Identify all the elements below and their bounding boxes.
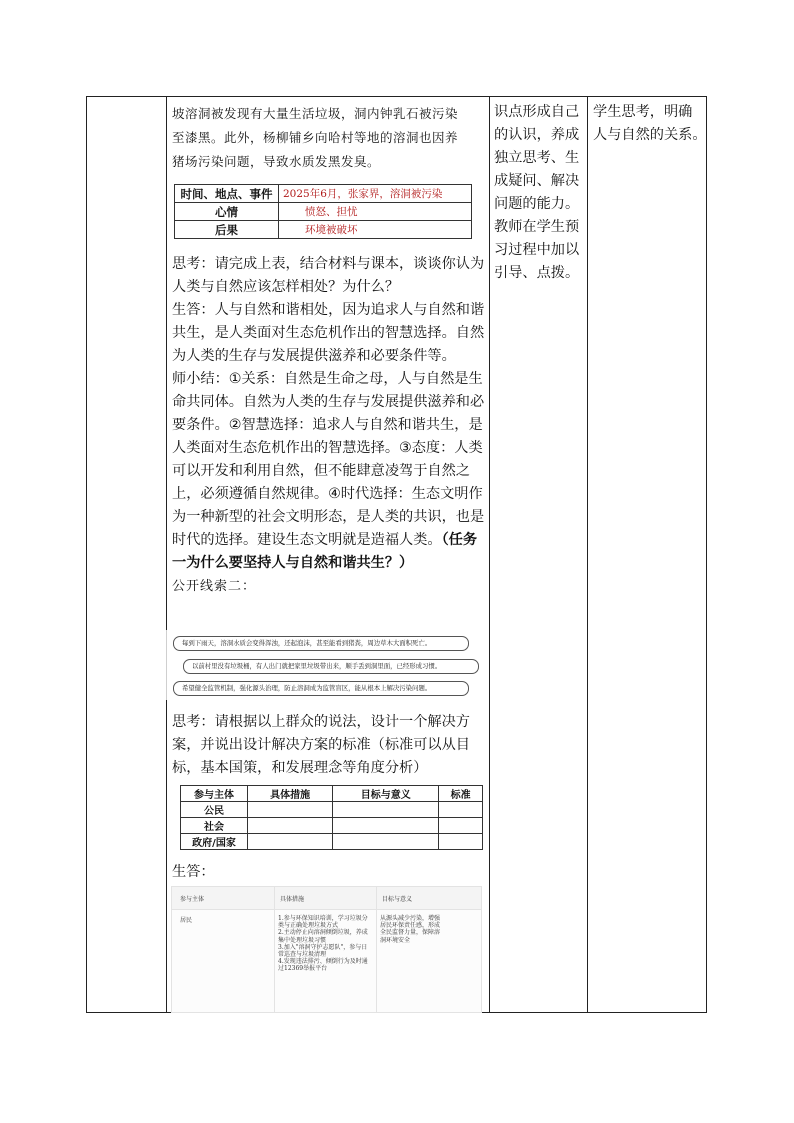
answer-box-header-cell: 目标与意义 (382, 896, 413, 903)
measure-item: 4.发现违法排污、倾倒行为及时通过12369举报平台 (278, 958, 368, 973)
think-question-1: 思考：请完成上表，结合材料与课本，谈谈你认为人类与自然应该怎样相处？为什么？ (172, 256, 485, 295)
opinion-bubble: 希望健全监管机制，强化源头治理，防止溶洞成为监管盲区，能从根本上解决污染问题。 (173, 681, 469, 696)
measure-item: 1.参与环保知识培训，学习垃圾分类与正确处理垃圾方式 (278, 915, 368, 930)
event-value: 2025年6月，张家界，溶洞被污染 (279, 185, 472, 203)
teacher-summary (172, 368, 486, 575)
table-cell[interactable] (248, 802, 333, 818)
task-note: （任务一为什么要坚持人与自然和谐共生？） (172, 532, 478, 571)
clue1-line: 猪场污染问题，导致水质发黑发臭。 (172, 154, 381, 169)
table-cell[interactable] (248, 834, 333, 850)
design-intent-line: 问题的能力。 (494, 196, 580, 212)
column-header: 标准 (439, 786, 483, 802)
column-header: 目标与意义 (333, 786, 439, 802)
column-divider (587, 96, 588, 1013)
column-divider (166, 96, 167, 1013)
table-row (175, 203, 472, 221)
answer-box-goal: 从源头减少污染，增强居民环保责任感，形成全民监督力量，保障溶洞环境安全 (380, 915, 441, 944)
table-cell[interactable] (248, 818, 333, 834)
student-answer-2-label: 生答： (172, 864, 215, 880)
row-label: 政府/国家 (181, 834, 248, 850)
table-cell[interactable] (439, 834, 483, 850)
table-header-row (181, 786, 483, 802)
answer-box-divider (376, 887, 377, 1012)
table-cell[interactable] (439, 802, 483, 818)
answer-box-measures (278, 915, 372, 973)
clue1-line: 至漆黑。此外，杨柳铺乡向哈村等地的溶洞也因养 (172, 130, 459, 145)
think-question-2: 思考：请根据以上群众的说法，设计一个解决方案，并说出设计解决方案的标准（标准可以从目标，基本国策，和发展理念等角度分析） (172, 714, 470, 776)
row-label: 公民 (181, 802, 248, 818)
measure-item: 3.加入"溶洞守护志愿队"，参与日常巡查与垃圾清理 (278, 943, 368, 959)
table-cell[interactable] (333, 802, 439, 818)
opinion-bubble: 每到下雨天，溶洞水质会变得浑浊，还起泡沫，甚至能看到猪粪，周边草木大面积死亡。 (173, 636, 469, 651)
design-intent-line: 独立思考、生 (494, 150, 580, 166)
clue1-line: 坡溶洞被发现有大量生活垃圾，洞内钟乳石被污染 (172, 106, 459, 121)
opinion-bubble: 以前村里没有垃圾桶，有人出门就把家里垃圾带出来，顺手丢到洞里面，已经形成习惯。 (183, 659, 479, 674)
design-intent-line: 成疑问、解决 (494, 173, 580, 189)
table-cell[interactable] (333, 834, 439, 850)
table-row (175, 185, 472, 203)
clue1-text (172, 102, 484, 174)
column-divider (489, 96, 490, 1013)
public-opinion-bubbles (166, 630, 483, 700)
student-activity-column (593, 101, 707, 147)
design-intent-line: 教师在学生预 (494, 219, 580, 235)
event-label: 后果 (175, 221, 279, 239)
teacher-summary-text: 师小结：①关系：自然是生命之母，人与自然是生命共同体。自然为人类的生存与发展提供滋养和必要条件。②智慧选择：追求人与自然和谐共生，是人类面对生态危机作出的智慧选择。③态度：人类可以开发和利用自然，但不能肆意凌驾于自然之上，必须遵循自然规律。④时代选择：生态文明作为一种新型的社会文明形态，是人类的共识，也是时代的选择。建设生态文明就是造福人类。 (172, 371, 485, 548)
answer-box-header (172, 887, 481, 910)
solution-plan-table (180, 785, 483, 850)
column-header: 具体措施 (248, 786, 333, 802)
table-row (181, 802, 483, 818)
event-value: 愤怒、担忧 (279, 203, 472, 221)
table-row (175, 221, 472, 239)
event-label: 时间、地点、事件 (175, 185, 279, 203)
column-header: 参与主体 (181, 786, 248, 802)
student-answer-screenshot (171, 886, 482, 1013)
event-label: 心情 (175, 203, 279, 221)
answer-box-divider (274, 887, 275, 1012)
table-row (181, 834, 483, 850)
measure-item: 2.主动停止向溶洞倾倒垃圾，养成集中处理垃圾习惯 (278, 929, 368, 944)
row-label: 社会 (181, 818, 248, 834)
design-intent-line: 习过程中加以 (494, 242, 580, 258)
design-intent-column (494, 101, 586, 285)
discussion-block (172, 253, 486, 598)
answer-box-header-cell: 参与主体 (180, 896, 205, 903)
clue2-title: 公开线索二： (172, 579, 257, 594)
event-value: 环境被破坏 (279, 221, 472, 239)
answer-box-header-cell: 具体措施 (280, 896, 305, 903)
event-table (174, 184, 472, 239)
student-answer-1: 生答：人与自然和谐相处，因为追求人与自然和谐共生，是人类面对生态危机作出的智慧选择。自然为人类的生存与发展提供滋养和必要条件等。 (172, 302, 485, 364)
design-intent-line: 引导、点拨。 (494, 265, 580, 281)
answer-box-row-label: 居民 (180, 917, 193, 924)
table-cell[interactable] (333, 818, 439, 834)
student-activity-line: 人与自然的关系。 (593, 127, 707, 143)
design-intent-line: 识点形成自己 (494, 104, 580, 120)
think-question-2-block (172, 711, 486, 780)
design-intent-line: 的认识，养成 (494, 127, 580, 143)
table-row (181, 818, 483, 834)
student-activity-line: 学生思考，明确 (593, 104, 693, 120)
table-cell[interactable] (439, 818, 483, 834)
